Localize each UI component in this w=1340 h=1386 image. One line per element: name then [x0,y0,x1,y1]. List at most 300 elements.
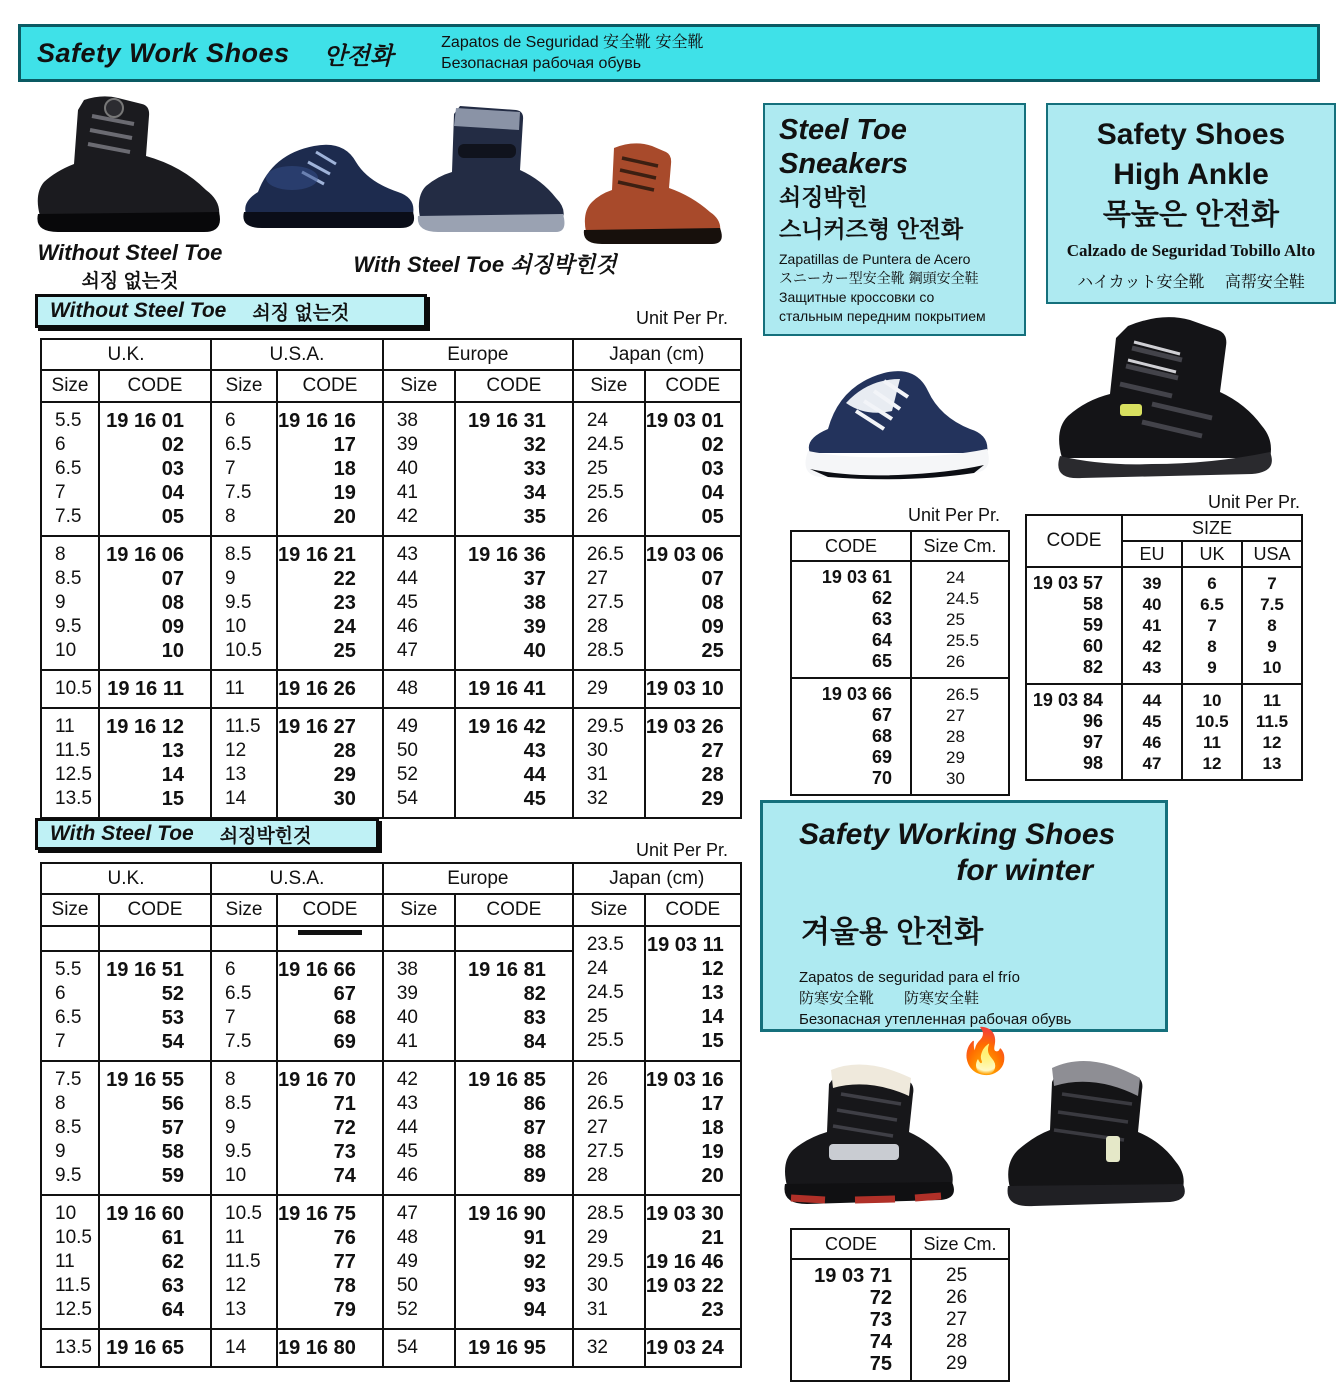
cell-line: 71 [333,1093,356,1115]
cell-line: 72 [333,1117,356,1139]
code-cell [99,1195,211,1329]
cell-line: 19 16 46 [645,1251,724,1273]
column-header: CODE [645,370,741,402]
cell-line: 48 [396,1227,418,1248]
sneakers-russian-2: стальным передним покрытием [779,308,986,324]
size-cell [573,670,645,708]
cell-line: 59 [1082,615,1103,635]
table-row [791,1259,1009,1381]
region-header: U.S.A. [211,339,383,370]
size-cell [211,1195,277,1329]
cell-line: 56 [161,1093,184,1115]
size-block [791,561,1009,678]
cell-line: 65 [871,651,892,671]
cell-line: 63 [871,609,892,629]
table-row [41,1061,741,1195]
table2-label-box [35,818,379,850]
cell-line: 44 [396,1117,418,1138]
cell-line: 26 [586,506,608,527]
cell-line: 47 [396,640,418,661]
region-header: U.K. [41,339,211,370]
column-header: Size [383,370,455,402]
cell-line: 17 [333,434,356,456]
cell-line: 59 [161,1165,184,1187]
cell-line: 10 [55,1203,77,1224]
code-cell [99,670,211,708]
code-cell [455,670,573,708]
cell-line: 29 [701,788,724,810]
cell-line: 21 [701,1227,724,1249]
cell-line: 19 03 26 [645,716,724,738]
cell-line: 60 [1082,636,1103,656]
cell-line: 50 [396,740,418,761]
cell-line: 19 03 57 [1032,573,1103,593]
photo-work-boot-without-steel-toe [22,94,227,247]
cell-line: 8 [55,1093,66,1114]
cell-line: 24.5 [586,982,624,1003]
cell-line: 07 [701,568,724,590]
size-cell [573,1061,645,1195]
table-header [41,339,741,402]
cell-line: 34 [523,482,546,504]
cell-line: 7 [55,1031,66,1052]
code-cell [791,1259,911,1381]
winter-spanish: Zapatos de seguridad para el frío [799,969,1020,986]
cell-line: 42 [396,1069,418,1090]
cell-line: 10 [1262,658,1282,677]
cell-line: 19 03 66 [821,684,892,704]
cell-line: 7 [1267,574,1277,593]
cell-line: 12.5 [55,1299,92,1320]
cell-line: 46 [396,1165,418,1186]
cell-line: 8.5 [225,1093,252,1114]
cell-line: 19 16 90 [468,1203,546,1225]
cell-line: 35 [523,506,546,528]
size-cell [573,402,645,536]
cell-line: 40 [396,1007,418,1028]
cell-line: 19 03 61 [821,567,892,587]
table2-label-en: With Steel Toe [50,822,194,845]
cell-line: 40 [523,640,546,662]
cell-line: 6 [225,959,236,980]
cell-line: 10 [161,640,184,662]
high-ankle-spanish: Calzado de Seguridad Tobillo Alto [1066,241,1316,260]
code-cell [645,670,741,708]
cell-line: 11.5 [55,740,91,761]
size-cell [573,536,645,670]
cell-line: 11 [1203,733,1221,752]
region-column-header: EU [1122,541,1182,567]
cell-line: 68 [333,1007,356,1029]
table-header [791,1229,1009,1259]
cell-line: 19 16 85 [468,1069,546,1091]
cell-line: 25.5 [586,1030,624,1051]
cell-line: 19 16 75 [278,1203,356,1225]
column-header: CODE [791,531,911,561]
cell-line: 32 [586,1337,608,1358]
cell-line: 11 [55,1251,75,1272]
cell-line: 19 [701,1141,724,1163]
cell-line: 03 [701,458,724,480]
cell-line: 83 [523,1007,546,1029]
cell-line: 74 [869,1331,892,1353]
cell-line: 26 [586,1069,608,1090]
cell-line: 19 16 65 [106,1337,184,1359]
cell-line: 10 [225,1165,247,1186]
cell-line: 88 [523,1141,546,1163]
cell-line: 19 03 22 [645,1275,724,1297]
cell-line: 24.5 [586,434,624,455]
cell-line: 19 03 71 [814,1265,892,1287]
cell-line: 19 [333,482,356,504]
cell-line: 39 [1142,574,1162,593]
table-row [41,708,741,818]
table1-label-en: Without Steel Toe [50,299,227,322]
cell-line: 14 [225,788,247,809]
cell-line: 64 [161,1299,184,1321]
cell-line: 67 [871,705,892,725]
cell-line: 42 [1142,637,1162,656]
cell-line: 26.5 [586,1093,624,1114]
cell-line: 10.5 [55,678,92,699]
size-cell [911,561,1009,678]
cell-line: 11 [55,716,75,737]
code-cell [277,402,383,536]
cell-line: 27.5 [586,1141,624,1162]
winter-kr: 겨울용 안전화 [801,916,984,949]
cell-line: 82 [523,983,546,1005]
table-row [1026,567,1302,684]
cell-line: 14 [225,1337,247,1358]
cell-line: 92 [523,1251,546,1273]
cell-line: 28.5 [586,640,624,661]
cell-line: 8 [55,544,66,565]
cell-line: 24 [586,958,608,979]
cell-line: 8.5 [55,568,82,589]
region-column-header: USA [1242,541,1302,567]
cell-line: 48 [396,678,418,699]
cell-line: 76 [333,1227,356,1249]
region-header-row [41,863,741,894]
code-cell [277,951,383,1061]
special-cell [277,926,383,951]
size-cell [211,1329,277,1367]
cell-line: 28 [333,740,356,762]
cell-line: 94 [523,1299,546,1321]
code-cell [645,1195,741,1329]
cell-line: 37 [523,568,546,590]
cell-line: 08 [701,592,724,614]
cell-line: 28 [586,1165,608,1186]
code-cell [99,1061,211,1195]
winter-size-table [790,1228,1010,1382]
special-cell [455,926,573,951]
cell-line: 44 [396,568,418,589]
cell-line: 49 [396,1251,418,1272]
cell-line: 38 [396,959,418,980]
cell-line: 79 [333,1299,356,1321]
with-steel-toe-table [40,862,742,1368]
cell-line: 19 16 81 [468,959,546,981]
cell-line: 8.5 [225,544,252,565]
table1-label-kr: 쇠징 없는것 [252,302,350,324]
size-block [791,678,1009,795]
region-header: U.S.A. [211,863,383,894]
sneakers-title-2: Sneakers [779,148,908,180]
size-block [41,1329,741,1367]
cell-line: 30 [333,788,356,810]
code-cell [277,1195,383,1329]
eu-size-cell [1122,684,1182,780]
cell-line: 19 16 66 [278,959,356,981]
cell-line: 43 [1142,658,1162,677]
table1-label-box [35,294,427,328]
cell-line: 02 [701,434,724,456]
special-cell [383,926,455,951]
cell-line: 19 03 24 [645,1337,724,1359]
cell-line: 9 [225,568,236,589]
size-block [41,670,741,708]
cell-line: 20 [333,506,356,528]
cell-line: 13.5 [55,788,92,809]
cell-line: 19 16 16 [278,410,356,432]
cell-line: 45 [396,592,418,613]
unit-label-high-ankle-table: Unit Per Pr. [1207,492,1300,512]
cell-line: 19 03 11 [646,934,724,956]
cell-line: 64 [871,630,892,650]
cell-line: 12 [701,958,724,980]
cell-line: 8 [1207,637,1217,656]
cell-line: 52 [161,983,184,1005]
cell-line: 6 [55,434,66,455]
cell-line: 10.5 [1195,712,1229,731]
cell-line: 10.5 [55,1227,92,1248]
cell-line: 30 [586,740,608,761]
cell-line: 9.5 [225,1141,252,1162]
code-cell [1026,684,1122,780]
code-cell [455,1195,573,1329]
code-cell [791,678,911,795]
cell-line: 28 [946,727,965,746]
table2-label-kr: 쇠징박힌것 [219,825,312,847]
cell-line: 09 [161,616,184,638]
region-header: Japan (cm) [573,863,741,894]
cell-line: 44 [523,764,546,786]
cell-line: 8 [1267,616,1277,635]
size-cell [211,402,277,536]
sneakers-title-1: Steel Toe [779,114,907,146]
size-block [41,708,741,818]
cell-line: 12 [1262,733,1282,752]
code-cell [277,536,383,670]
cell-line: 45 [1142,712,1162,731]
cell-line: 7.5 [1260,595,1284,614]
cell-line: 8.5 [55,1117,82,1138]
cell-line: 19 16 06 [106,544,184,566]
code-header: CODE [1026,515,1122,567]
table-row [791,678,1009,795]
code-cell [99,708,211,818]
code-cell [455,1061,573,1195]
size-block [791,1259,1009,1381]
cell-line: 12 [225,1275,247,1296]
cell-line: 6.5 [1200,595,1224,614]
table-row [41,1329,741,1367]
cell-line: 28 [946,1331,968,1352]
code-cell [277,670,383,708]
size-cell [41,951,99,1061]
sneakers-kr-2: 스니커즈형 안전화 [779,216,964,242]
cell-line: 19 03 01 [645,410,724,432]
cell-line: 19 16 27 [278,716,356,738]
code-cell [99,951,211,1061]
sneakers-kr-1: 쇠징박힌 [779,184,868,210]
size-cell [383,1061,455,1195]
cell-line: 05 [161,506,184,528]
cell-line: 29 [946,1353,968,1374]
cell-line: 26.5 [586,544,624,565]
uk-size-cell [1182,684,1242,780]
photo-low-shoe-with-steel-toe [232,118,422,248]
cell-line: 25 [701,640,724,662]
cell-line: 26 [946,652,965,671]
usa-size-cell [1242,684,1302,780]
code-cell [645,1329,741,1367]
cell-line: 04 [701,482,724,504]
cell-line: 89 [523,1165,546,1187]
unit-label-table2: Unit Per Pr. [635,840,728,860]
cell-line: 7 [225,1007,236,1028]
cell-line: 39 [396,434,418,455]
winter-japanese-chinese: 防寒安全靴 防寒安全鞋 [799,990,980,1007]
photo-caption-without-steel-toe: Without Steel Toe [37,240,223,265]
title-spanish-chinese: Zapatos de Seguridad 安全靴 安全靴 [441,34,704,51]
winter-title-2: for winter [956,854,1093,887]
cell-line: 5.5 [55,410,82,431]
cell-line: 9.5 [225,592,252,613]
size-cell [211,708,277,818]
cell-line: 43 [396,1093,418,1114]
cell-line: 58 [161,1141,184,1163]
cell-line: 9 [225,1117,236,1138]
cell-line: 58 [1082,594,1103,614]
cell-line: 61 [161,1227,184,1249]
sneakers-russian-1: Защитные кроссовки со [779,289,935,305]
size-cell [383,670,455,708]
header-row [791,531,1009,561]
cell-line: 19 16 70 [278,1069,356,1091]
cell-line: 54 [396,1337,418,1358]
size-cell [41,1195,99,1329]
cell-line: 70 [871,768,892,788]
cell-line: 07 [161,568,184,590]
photo-brown-boot-with-steel-toe [574,138,729,251]
column-header: CODE [99,894,211,926]
cell-line: 29.5 [586,716,624,737]
japan-code-cell [645,926,741,1061]
cell-line: 47 [1142,754,1162,773]
cell-line: 15 [161,788,184,810]
cell-line: 10 [55,640,77,661]
cell-line: 72 [869,1287,892,1309]
column-header: Size [211,894,277,926]
table-header [791,531,1009,561]
cell-line: 6 [55,983,66,1004]
cell-line: 25.5 [946,631,980,650]
region-header-row [41,339,741,370]
cell-line: 62 [871,588,892,608]
cell-line: 25 [586,458,608,479]
cell-line: 25.5 [586,482,624,503]
cell-line: 19 16 21 [278,544,356,566]
cell-line: 52 [396,1299,418,1320]
table-row [41,402,741,536]
cell-line: 19 16 36 [468,544,546,566]
cell-line: 23 [701,1299,724,1321]
infobox-high-ankle [1046,103,1336,304]
cell-line: 38 [523,592,546,614]
size-block [41,926,741,1061]
cell-line: 93 [523,1275,546,1297]
sneakers-spanish: Zapatillas de Puntera de Acero [779,251,971,267]
code-cell [645,402,741,536]
cell-line: 45 [523,788,546,810]
high-ankle-kr: 목높은 안전화 [1102,199,1280,231]
cell-line: 84 [523,1031,546,1053]
sneaker-size-table [790,530,1010,796]
cell-line: 9.5 [55,1165,82,1186]
size-cell [383,402,455,536]
table-header [1026,515,1302,567]
cell-line: 73 [869,1309,892,1331]
size-cell [41,536,99,670]
photo-caption-with-steel-toe: With Steel Toe 쇠징박힌것 [353,252,617,277]
cell-line: 41 [396,482,418,503]
cell-line: 29 [586,678,608,699]
table-row [41,670,741,708]
cell-line: 31 [586,764,608,785]
winter-title-1: Safety Working Shoes [799,818,1116,851]
cell-line: 39 [523,616,546,638]
code-cell [645,708,741,818]
cell-line: 6.5 [55,458,82,479]
cell-line: 41 [396,1031,418,1052]
column-header: CODE [791,1229,911,1259]
flame-icon: 🔥 [958,1027,1013,1076]
winter-russian: Безопасная утепленная рабочая обувь [799,1011,1072,1028]
cell-line: 9 [1267,637,1277,656]
cell-line: 27 [586,1117,608,1138]
cell-line: 19 16 60 [106,1203,184,1225]
code-cell [455,708,573,818]
cell-line: 15 [701,1030,724,1052]
size-cell [573,1195,645,1329]
eu-size-cell [1122,567,1182,684]
cell-line: 02 [161,434,184,456]
cell-line: 24.5 [946,589,980,608]
page-title-translations [441,32,703,74]
cell-line: 52 [396,764,418,785]
header-row [791,1229,1009,1259]
size-cell [573,1329,645,1367]
cell-line: 11.5 [55,1275,91,1296]
cell-line: 28 [701,764,724,786]
cell-line: 25 [333,640,356,662]
cell-line: 73 [333,1141,356,1163]
code-cell [99,402,211,536]
cell-line: 24 [946,568,965,587]
cell-line: 74 [333,1165,356,1187]
